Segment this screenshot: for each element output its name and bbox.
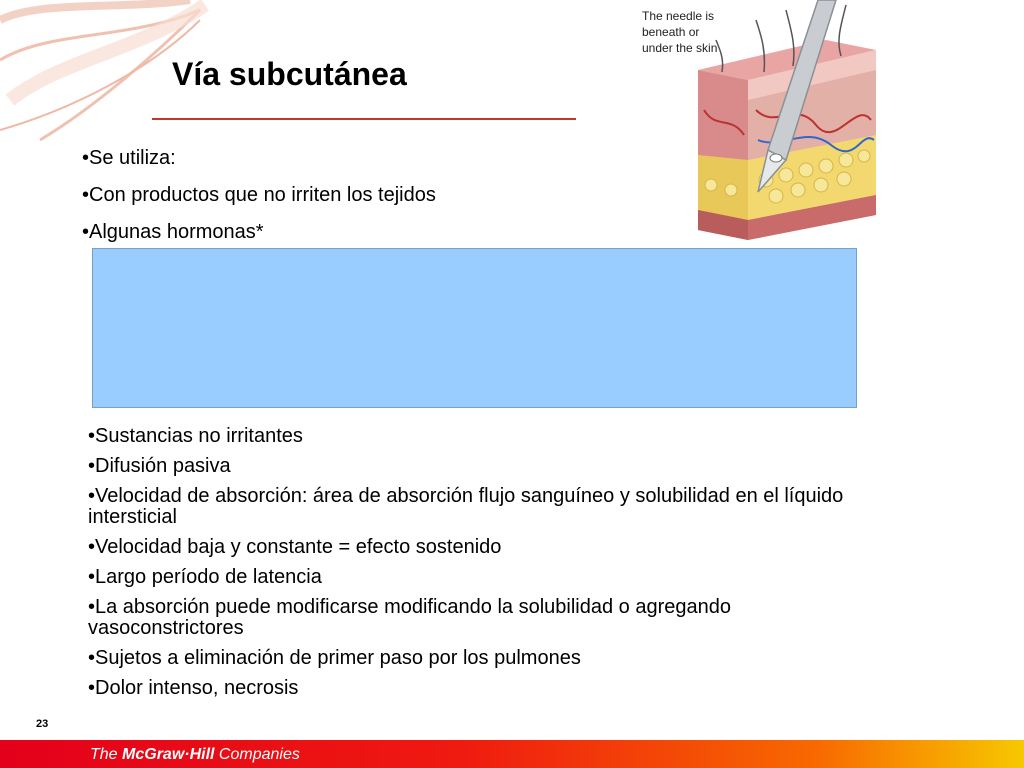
slide-title: Vía subcutánea xyxy=(172,56,407,92)
bullet-item: •Sustancias no irritantes xyxy=(88,425,303,447)
bullet-item: •Dolor intenso, necrosis xyxy=(88,677,299,699)
bullet-item: •La absorción puede modificarse modificando la solubilidad o agregando vasoconstrictores xyxy=(88,596,731,639)
page-number: 23 xyxy=(36,718,49,730)
brand-name: McGraw·Hill xyxy=(122,746,215,763)
brand-prefix: The xyxy=(90,746,123,763)
bottom-bullet-list xyxy=(88,426,888,708)
brand-suffix: Companies xyxy=(214,746,300,763)
bullet-item: •Sujetos a eliminación de primer paso por los pulmones xyxy=(88,647,581,669)
bullet-item: •Largo período de latencia xyxy=(88,566,322,588)
footer-bar xyxy=(0,740,1024,768)
top-bullet-list xyxy=(82,146,682,257)
title-divider xyxy=(152,118,576,120)
bullet-item: •Velocidad baja y constante = efecto sostenido xyxy=(88,536,502,558)
bullet-item: •Difusión pasiva xyxy=(88,455,231,477)
bullet-item: •Se utiliza: xyxy=(82,147,176,169)
figure-caption xyxy=(642,8,752,56)
caption-line: The needle is xyxy=(642,9,715,23)
caption-line: under the skin xyxy=(642,41,718,55)
caption-line: beneath or xyxy=(642,25,700,39)
bullet-item: •Algunas hormonas* xyxy=(82,221,264,243)
blue-placeholder-box xyxy=(92,248,857,408)
brand-logo xyxy=(90,746,300,764)
bullet-item: •Con productos que no irriten los tejidos xyxy=(82,184,436,206)
bullet-item: •Velocidad de absorción: área de absorción flujo sanguíneo y solubilidad en el líquido intersticial xyxy=(88,485,844,528)
